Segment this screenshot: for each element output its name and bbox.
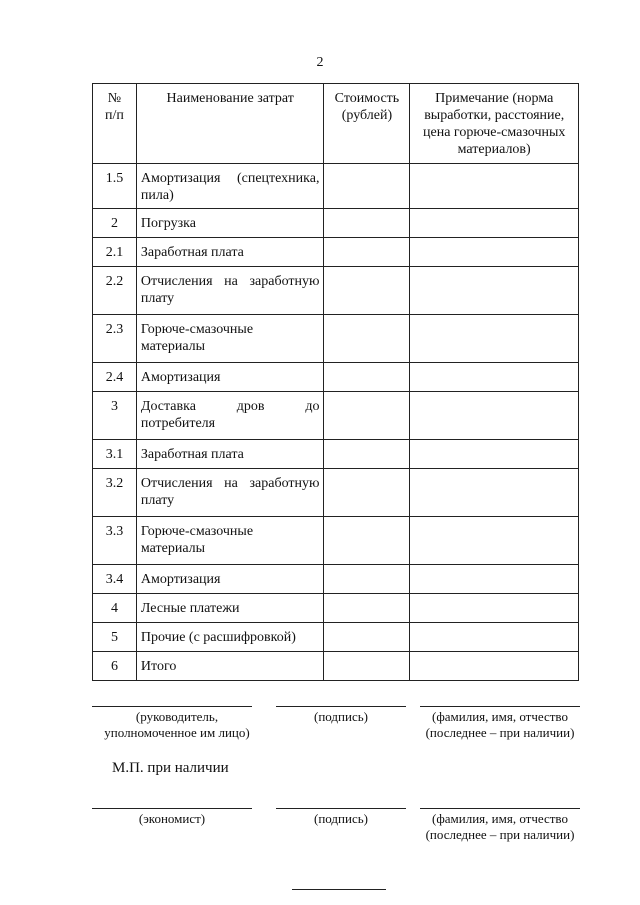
table-header-row <box>93 84 579 164</box>
table-body <box>93 164 579 681</box>
row-note <box>410 594 579 623</box>
row-num: 3.2 <box>93 469 137 517</box>
header-note: Примечание (норма выработки, расстояние, цена горюче-смазочных материалов) <box>410 84 579 164</box>
row-note <box>410 440 579 469</box>
table-row <box>93 209 579 238</box>
row-cost <box>324 363 410 392</box>
table-row <box>93 315 579 363</box>
table-row <box>93 594 579 623</box>
row-name: Отчисления на заработную плату <box>136 267 324 315</box>
head-caption: (руководитель, уполномоченное им лицо) <box>104 709 250 740</box>
row-cost <box>324 267 410 315</box>
row-name: Лесные платежи <box>136 594 324 623</box>
table-row <box>93 565 579 594</box>
economist-caption: (экономист) <box>138 811 206 826</box>
row-note <box>410 565 579 594</box>
header-num: № п/п <box>93 84 137 164</box>
table-row <box>93 517 579 565</box>
row-num: 5 <box>93 623 137 652</box>
row-name: Заработная плата <box>136 440 324 469</box>
row-num: 4 <box>93 594 137 623</box>
row-num: 1.5 <box>93 164 137 209</box>
fio-line <box>420 706 580 707</box>
table-row <box>93 363 579 392</box>
row-cost <box>324 517 410 565</box>
row-num: 2.2 <box>93 267 137 315</box>
row-name: Амортизация <box>136 565 324 594</box>
row-cost <box>324 440 410 469</box>
row-num: 3.3 <box>93 517 137 565</box>
row-num: 2.4 <box>93 363 137 392</box>
stamp-note: М.П. при наличии <box>112 760 229 776</box>
row-note <box>410 315 579 363</box>
row-cost <box>324 238 410 267</box>
row-cost <box>324 164 410 209</box>
row-note <box>410 392 579 440</box>
row-num: 3.4 <box>93 565 137 594</box>
table-row <box>93 238 579 267</box>
bottom-rule <box>292 889 386 890</box>
row-num: 2.3 <box>93 315 137 363</box>
table-row <box>93 440 579 469</box>
table-row <box>93 392 579 440</box>
row-cost <box>324 315 410 363</box>
row-cost <box>324 594 410 623</box>
fio-caption-2: (фамилия, имя, отчество (последнее – при наличии) <box>425 811 575 842</box>
row-name: Горюче-смазочные материалы <box>136 315 324 363</box>
table-row <box>93 267 579 315</box>
row-note <box>410 363 579 392</box>
row-name: Итого <box>136 652 324 681</box>
table-row <box>93 652 579 681</box>
table-row <box>93 623 579 652</box>
signature-line-2 <box>276 808 406 809</box>
row-note <box>410 209 579 238</box>
signature-caption-2: (подпись) <box>314 811 368 826</box>
signature-caption: (подпись) <box>314 709 368 724</box>
head-signature-line <box>92 706 252 707</box>
fio-line-2 <box>420 808 580 809</box>
cost-table <box>92 83 579 681</box>
row-note <box>410 623 579 652</box>
table-row <box>93 164 579 209</box>
row-name: Погрузка <box>136 209 324 238</box>
row-note <box>410 652 579 681</box>
row-name: Амортизация (спецтехника, пила) <box>136 164 324 209</box>
signature-line <box>276 706 406 707</box>
page-number: 2 <box>316 55 324 70</box>
row-cost <box>324 392 410 440</box>
economist-signature-line <box>92 808 252 809</box>
row-name: Заработная плата <box>136 238 324 267</box>
row-cost <box>324 565 410 594</box>
row-cost <box>324 623 410 652</box>
row-note <box>410 469 579 517</box>
header-cost: Стоимость (рублей) <box>324 84 410 164</box>
header-name: Наименование затрат <box>136 84 324 164</box>
row-note <box>410 164 579 209</box>
row-name: Горюче-смазочные материалы <box>136 517 324 565</box>
table-row <box>93 469 579 517</box>
row-num: 2 <box>93 209 137 238</box>
row-num: 3.1 <box>93 440 137 469</box>
row-num: 2.1 <box>93 238 137 267</box>
row-name: Отчисления на заработную плату <box>136 469 324 517</box>
row-note <box>410 238 579 267</box>
row-num: 3 <box>93 392 137 440</box>
fio-caption: (фамилия, имя, отчество (последнее – при наличии) <box>425 709 575 740</box>
row-note <box>410 517 579 565</box>
row-name: Амортизация <box>136 363 324 392</box>
row-name: Прочие (с расшифровкой) <box>136 623 324 652</box>
row-cost <box>324 469 410 517</box>
row-name: Доставка дров до потребителя <box>136 392 324 440</box>
row-cost <box>324 209 410 238</box>
row-cost <box>324 652 410 681</box>
row-num: 6 <box>93 652 137 681</box>
row-note <box>410 267 579 315</box>
